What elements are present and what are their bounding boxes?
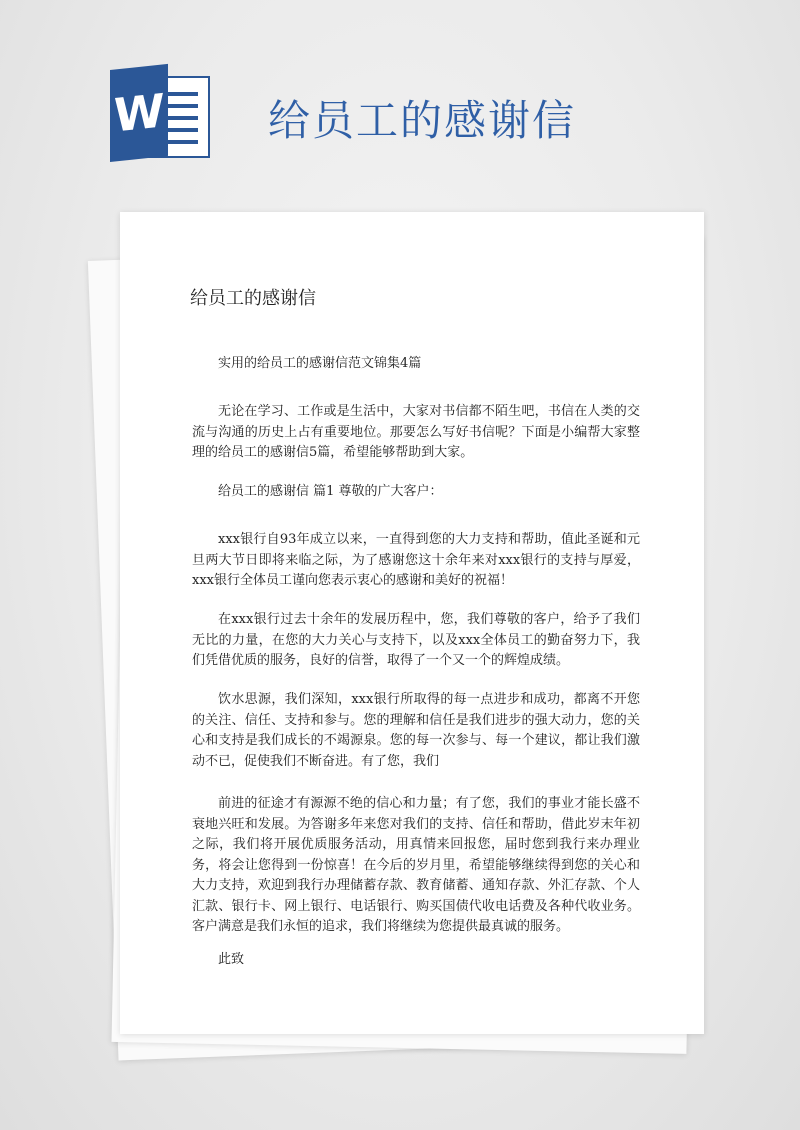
intro-paragraph: 无论在学习、工作或是生活中，大家对书信都不陌生吧，书信在人类的交流与沟通的历史上占有重要地位。那要怎么写好书信呢？下面是小编帮大家整理的给员工的感谢信5篇，希望能够帮助到大家。 [192,404,640,460]
salutation: 给员工的感谢信 篇1 尊敬的广大客户： [218,484,443,499]
document-page [120,212,704,1034]
document-subtitle: 实用的给员工的感谢信范文锦集4篇 [218,356,422,371]
body-paragraph: xxx银行自93年成立以来，一直得到您的大力支持和帮助，值此圣诞和元旦两大节日即将来临之际，为了感谢您这十余年来对xxx银行的支持与厚爱，xxx银行全体员工谨向您表示衷心的感谢和美好的祝福！ [192,532,640,588]
document-title: 给员工的感谢信 [190,288,316,309]
body-paragraph: 在xxx银行过去十余年的发展历程中，您，我们尊敬的客户，给予了我们无比的力量，在您的大力关心与支持下，以及xxx全体员工的勤奋努力下，我们凭借优质的服务，良好的信誉，取得了一个又一个的辉煌成绩。 [192,612,640,668]
page-title: 给员工的感谢信 [268,96,577,145]
word-document-icon [110,70,212,162]
body-paragraph: 前进的征途才有源源不绝的信心和力量；有了您，我们的事业才能长盛不衰地兴旺和发展。为答谢多年来您对我们的支持、信任和帮助，借此岁末年初之际，我们将开展优质服务活动，用真情来回报您，届时您到我行来办理业务，将会让您得到一份惊喜！在今后的岁月里，希望能够继续得到您的关心和大力支持，欢迎到我行办理储蓄存款、教育储蓄、通知存款、外汇存款、个人汇款、银行卡、网上银行、电话银行、购买国债代收电话费及各种代收业务。客户满意是我们永恒的追求，我们将继续为您提供最真诚的服务。 [192,796,640,934]
word-letter-badge: W [110,64,168,162]
closing-text: 此致 [218,952,245,967]
body-paragraph: 饮水思源，我们深知，xxx银行所取得的每一点进步和成功，都离不开您的关注、信任、支持和参与。您的理解和信任是我们进步的强大动力，您的关心和支持是我们成长的不竭源泉。您的每一次参与、每一个建议，都让我们激动不已，促使我们不断奋进。有了您，我们 [192,692,640,769]
